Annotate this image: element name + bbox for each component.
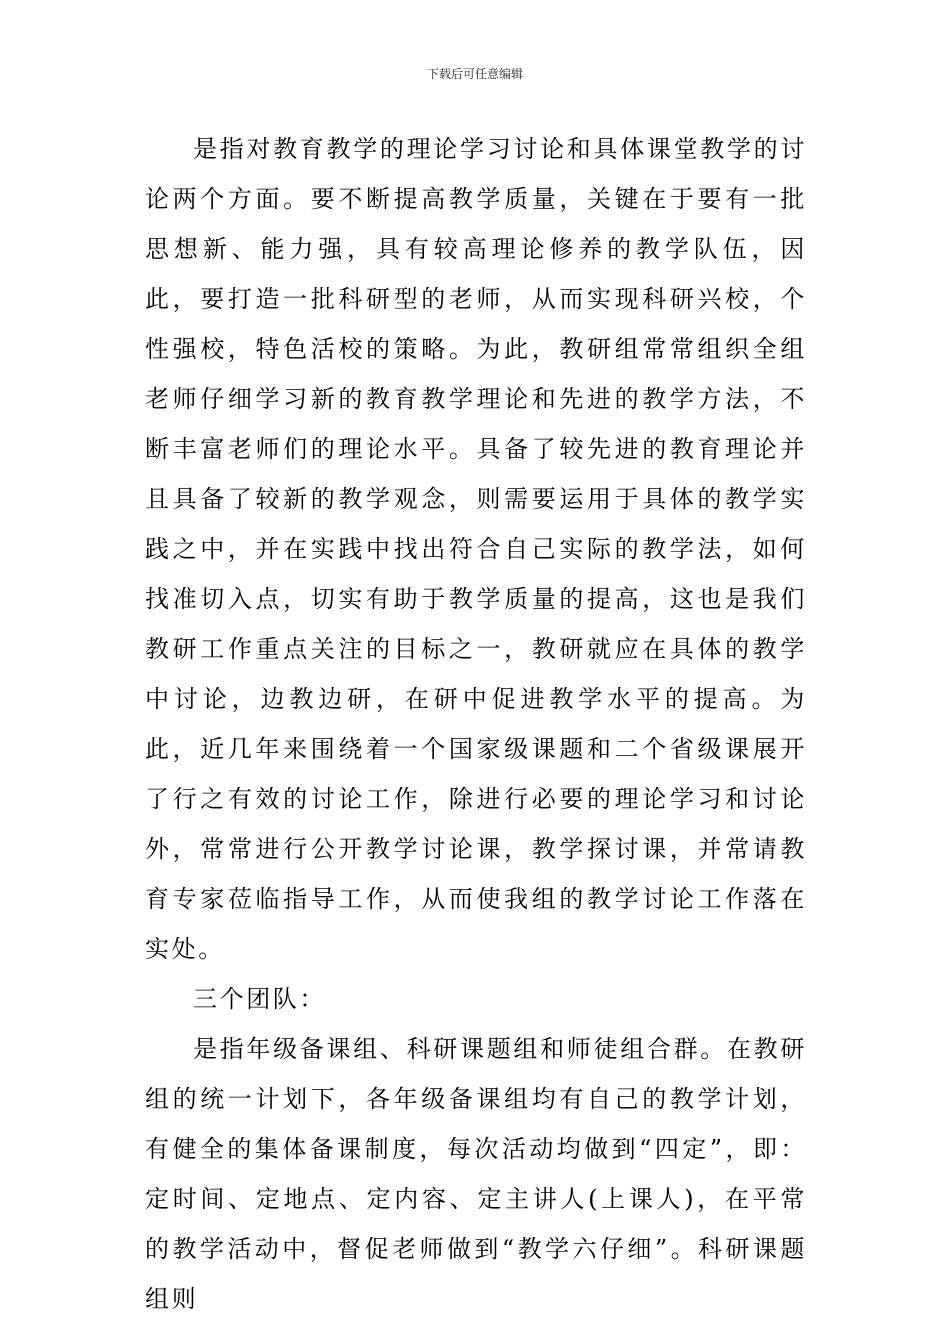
page-header: 下载后可任意编辑 (426, 67, 523, 81)
paragraph-three-teams-body: 是指年级备课组、科研课题组和师徒组合群。在教研组的统一计划下，各年级备课组均有自己的教学计划，有健全的集体备课制度，每次活动均做到“四定”，即：定时间、定地点、定内容、定主讲人(上课人)，在平常的教学活动中，督促老师做到“教学六仔细”。科研课题组则 (145, 1035, 807, 1313)
document-body (145, 124, 807, 1324)
paragraph-teaching-research: 是指对教育教学的理论学习讨论和具体课堂教学的讨论两个方面。要不断提高教学质量，关键在于要有一批思想新、能力强，具有较高理论修养的教学队伍，因此，要打造一批科研型的老师，从而实现科研兴校，个性强校，特色活校的策略。为此，教研组常常组织全组老师仔细学习新的教育教学理论和先进的教学方法，不断丰富老师们的理论水平。具备了较先进的教育理论并且具备了较新的教学观念，则需要运用于具体的教学实践之中，并在实践中找出符合自己实际的教学法，如何找准切入点，切实有助于教学质量的提高，这也是我们教研工作重点关注的目标之一，教研就应在具体的教学中讨论，边教边研，在研中促进教学水平的提高。为此，近几年来围绕着一个国家级课题和二个省级课展开了行之有效的讨论工作，除进行必要的理论学习和讨论外，常常进行公开教学讨论课，教学探讨课，并常请教育专家莅临指导工作，从而使我组的教学讨论工作落在实处。 (145, 135, 807, 963)
paragraph-three-teams-heading: 三个团队： (193, 985, 326, 1013)
